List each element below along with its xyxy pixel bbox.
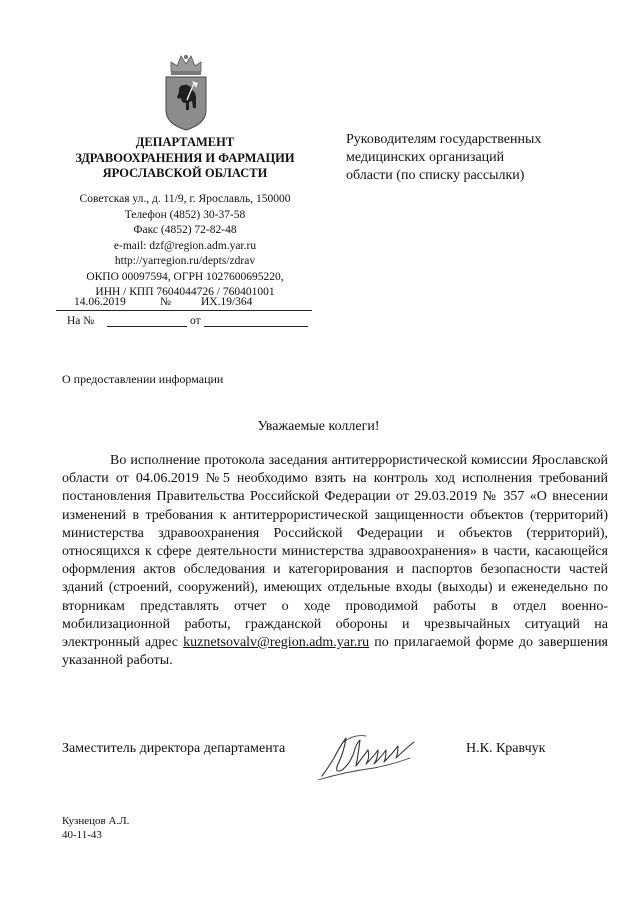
- reply-from-label: от: [190, 315, 201, 327]
- recipient-line: медицинских организаций: [346, 150, 505, 165]
- contact-email-link[interactable]: kuznetsovalv@region.adm.yar.ru: [183, 635, 370, 651]
- letter-body: [62, 452, 608, 670]
- okpo-ogrn-line: ОКПО 00097594, ОГРН 1027600695220,: [86, 270, 284, 283]
- department-title: [40, 135, 330, 182]
- letter-subject: О предоставлении информации: [62, 372, 224, 386]
- author-block: [62, 815, 129, 842]
- department-address-block: [40, 192, 330, 301]
- phone-line: Телефон (4852) 30-37-58: [124, 208, 246, 221]
- recipient-line: области (по списку рассылки): [346, 168, 525, 183]
- inn-kpp-line: ИНН / КПП 7604044726 / 760401001: [95, 286, 275, 298]
- department-title-line: ЗДРАВООХРАНЕНИЯ И ФАРМАЦИИ: [75, 150, 295, 165]
- author-name: Кузнецов А.Л.: [62, 815, 130, 827]
- body-text-main: Во исполнение протокола заседания антитеррористической комиссии Ярославской области от 04.06.2019 №5 необходимо взять на контроль ход исполнения требований постановления Правительства Российской Федерации от 29.03.2019 № 357 «О внесении изменений в требования к антитеррористической защищенности объектов (территорий) министерства здравоохранения Российской Федерации и объектов (территорий), относящихся к сфере деятельности министерства здравоохранения» в части, касающейся оформления актов обследования и категорирования и паспортов безопасности частей зданий (строений, сооружений), имеющих отдельные входы (выходы) и еженедельно по вторникам представлять отчет о ходе проводимой работы в отдел военно-мобилизационной работы, гражданской обороны и чрезвычайных ситуаций на электронный адрес: [62, 453, 608, 651]
- fax-line: Факс (4852) 72-82-48: [133, 224, 237, 236]
- department-title-line: ЯРОСЛАВСКОЙ ОБЛАСТИ: [102, 166, 268, 180]
- outgoing-number: ИХ.19/364: [201, 296, 253, 308]
- signatory-name: Н.К. Кравчук: [466, 741, 546, 756]
- outgoing-underline: [56, 310, 312, 311]
- outgoing-date: 14.06.2019: [74, 296, 126, 308]
- reply-number-label: На №: [67, 315, 95, 327]
- department-title-line: ДЕПАРТАМЕНТ: [135, 135, 235, 149]
- website-line: http://yarregion.ru/depts/zdrav: [114, 255, 256, 267]
- greeting: Уважаемые коллеги!: [257, 419, 380, 434]
- email-line: e-mail: dzf@region.adm.yar.ru: [113, 239, 257, 252]
- address-line: Советская ул., д. 11/9, г. Ярославль, 150000: [79, 193, 291, 205]
- outgoing-number-label: №: [160, 296, 171, 308]
- signatory-role: Заместитель директора департамента: [62, 741, 286, 756]
- reply-number-blank: [107, 326, 187, 327]
- body-text-closing: по прилагаемой форме до завершения указанной работы.: [62, 635, 608, 669]
- author-phone: 40-11-43: [62, 828, 102, 841]
- handwritten-signature: [314, 728, 426, 784]
- reply-date-blank: [204, 326, 308, 327]
- coat-of-arms-icon: [163, 52, 209, 132]
- recipient-block: [346, 131, 606, 185]
- recipient-line: Руководителям государственных: [346, 132, 542, 147]
